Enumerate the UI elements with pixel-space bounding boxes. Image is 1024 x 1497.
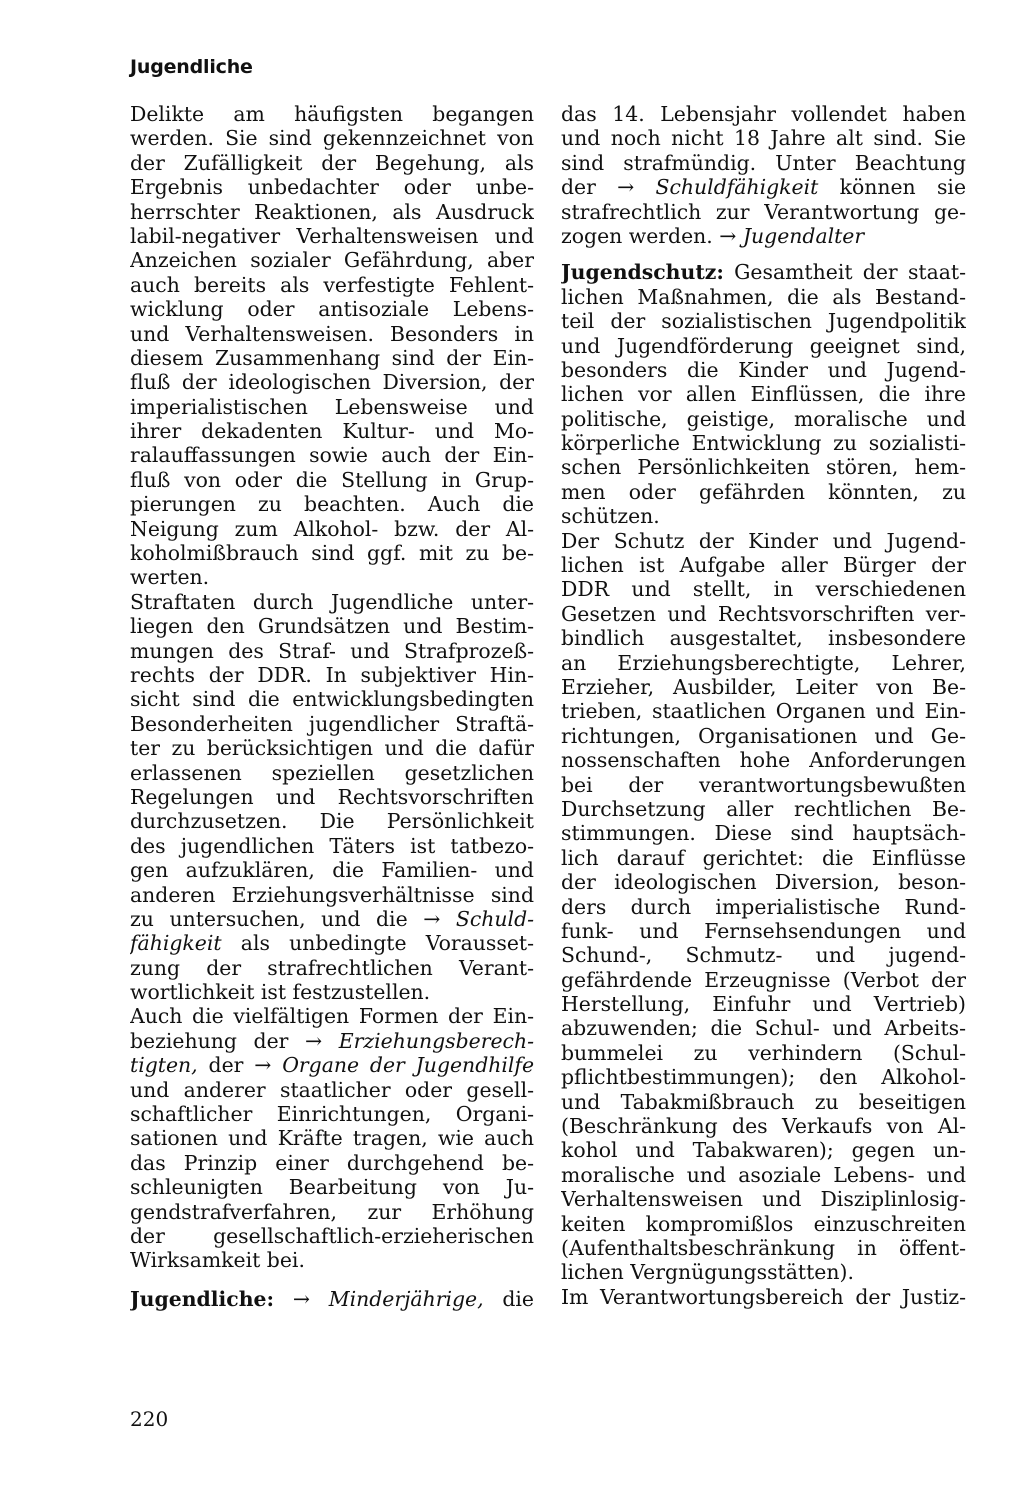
text-line: Schund-, Schmutz- und jugend- xyxy=(561,943,966,968)
text-line: ralauffassungen sowie auch der Ein- xyxy=(130,443,534,468)
text-fragment: zogen werden. xyxy=(561,223,713,248)
entry-term: Jugendliche: xyxy=(130,1286,275,1311)
text-line: besonders die Kinder und Jugend- xyxy=(561,357,966,382)
text-line: strafrechtlich zur Verantwortung ge- xyxy=(561,199,966,224)
text-line: rechts der DDR. In subjektiver Hin- xyxy=(130,662,534,687)
text-line: gendstrafverfahren, zur Erhöhung xyxy=(130,1199,534,1224)
text-line: lichen Maßnahmen, die als Bestand- xyxy=(561,284,966,309)
text-fragment: der xyxy=(561,175,596,200)
text-line: Straftaten durch Jugendliche unter- xyxy=(130,589,534,614)
text-line: sind strafmündig. Unter Beachtung xyxy=(561,150,966,175)
text-line: sationen und Kräfte tragen, wie auch xyxy=(130,1126,534,1151)
cross-ref-link[interactable]: Jugendalter xyxy=(742,223,865,248)
text-line: nossenschaften hohe Anforderungen xyxy=(561,748,966,773)
cross-ref-link[interactable]: Organe der Jugendhilfe xyxy=(282,1053,534,1078)
text-line: stimmungen. Diese sind hauptsäch- xyxy=(561,821,966,846)
text-fragment: der xyxy=(208,1053,244,1078)
text-line: moralische und asoziale Lebens- und xyxy=(561,1162,966,1187)
text-line: Der Schutz der Kinder und Jugend- xyxy=(561,528,966,553)
text-line: an Erziehungsberechtigte, Lehrer, xyxy=(561,650,966,675)
text-line: politische, geistige, moralische und xyxy=(561,406,966,431)
text-line: bei der verantwortungsbewußten xyxy=(561,772,966,797)
text-line: und Jugendförderung geeignet sind, xyxy=(561,333,966,358)
text-line-with-link xyxy=(130,1053,534,1077)
text-line: der gesellschaftlich-erzieherischen xyxy=(130,1223,534,1248)
text-line: schützen. xyxy=(561,504,660,529)
text-line: pflichtbestimmungen); den Alkohol- xyxy=(561,1065,966,1090)
text-line: richtungen, Organisationen und Ge- xyxy=(561,723,966,748)
text-line: (Beschränkung des Verkaufs von Al- xyxy=(561,1114,966,1139)
text-line: Regelungen und Rechtsvorschriften xyxy=(130,784,534,809)
text-line-with-link xyxy=(130,1029,534,1053)
text-line: wicklung oder antisoziale Lebens- xyxy=(130,297,534,322)
text-line: Wirksamkeit bei. xyxy=(130,1248,305,1273)
text-line: das Prinzip einer durchgehend be- xyxy=(130,1150,534,1175)
text-line-with-link xyxy=(561,175,966,199)
text-line: labil-negativer Verhaltensweisen und xyxy=(130,223,534,248)
text-fragment: die xyxy=(502,1286,534,1311)
text-line: erlassenen speziellen gesetzlichen xyxy=(130,760,534,785)
text-line: schen Persönlichkeiten stören, hem- xyxy=(561,455,966,480)
text-line: gen aufzuklären, die Familien- und xyxy=(130,858,534,883)
text-line: wortlichkeit ist festzustellen. xyxy=(130,980,431,1005)
cross-ref-link[interactable]: fähigkeit xyxy=(130,931,222,956)
text-line: trieben, staatlichen Organen und Ein- xyxy=(561,699,966,724)
text-line: zung der strafrechtlichen Verant- xyxy=(130,955,534,980)
text-line: funk- und Fernsehsendungen und xyxy=(561,918,966,943)
text-line: schleunigten Bearbeitung von Ju- xyxy=(130,1175,534,1200)
cross-ref-link[interactable]: Schuld- xyxy=(455,906,534,931)
text-line: Verhaltensweisen und Disziplinlosig- xyxy=(561,1187,966,1212)
text-line: koholmißbrauch sind ggf. mit zu be- xyxy=(130,541,534,566)
cross-ref-arrow: → xyxy=(292,1286,310,1311)
text-line: und Tabakmißbrauch zu beseitigen xyxy=(561,1089,966,1114)
text-line: des jugendlichen Täters ist tatbezo- xyxy=(130,833,534,858)
text-line: Herstellung, Einfuhr und Vertrieb) xyxy=(561,992,966,1017)
entry-heading-line xyxy=(130,1287,534,1311)
text-line: men oder gefährden könnten, zu xyxy=(561,479,966,504)
text-line: Erzieher, Ausbilder, Leiter von Be- xyxy=(561,674,966,699)
text-line: ter zu berücksichtigen und die dafür xyxy=(130,736,534,761)
text-line-with-link xyxy=(561,224,966,248)
text-line: bummelei zu verhindern (Schul- xyxy=(561,1040,966,1065)
text-line: Ergebnis unbedachter oder unbe- xyxy=(130,175,534,200)
cross-ref-link[interactable]: tigten, xyxy=(130,1053,198,1078)
text-line: liegen den Grundsätzen und Bestim- xyxy=(130,614,534,639)
text-line: durchzusetzen. Die Persönlichkeit xyxy=(130,809,534,834)
text-line: Delikte am häufigsten begangen xyxy=(130,102,534,126)
right-column xyxy=(561,102,966,1309)
text-line: Besonderheiten jugendlicher Straftä- xyxy=(130,711,534,736)
text-line: teil der sozialistischen Jugendpolitik xyxy=(561,309,966,334)
text-line: ders durch imperialistische Rund- xyxy=(561,894,966,919)
text-line: körperliche Entwicklung zu sozialisti- xyxy=(561,431,966,456)
text-line: auch bereits als verfestigte Fehlent- xyxy=(130,272,534,297)
cross-ref-arrow: → xyxy=(719,223,737,248)
text-line: Anzeichen sozialer Gefährdung, aber xyxy=(130,248,534,273)
text-line: abzuwenden; die Schul- und Arbeits- xyxy=(561,1016,966,1041)
left-column xyxy=(130,102,534,1311)
entry-term: Jugendschutz: xyxy=(561,260,724,285)
text-line: fluß der ideologischen Diversion, der xyxy=(130,370,534,395)
text-fragment: beziehung der xyxy=(130,1028,289,1053)
text-line: und noch nicht 18 Jahre alt sind. Sie xyxy=(561,126,966,151)
text-line: werden. Sie sind gekennzeichnet von xyxy=(130,126,534,151)
text-line: und Verhaltensweisen. Besonders in xyxy=(130,321,534,346)
text-line: werten. xyxy=(130,565,210,590)
text-line: Durchsetzung aller rechtlichen Be- xyxy=(561,796,966,821)
cross-ref-arrow: → xyxy=(423,906,441,931)
text-line: lichen Vergnügungsstätten). xyxy=(561,1260,854,1285)
cross-ref-arrow: → xyxy=(617,175,635,200)
text-fragment: können sie xyxy=(839,175,966,200)
text-line: anderen Erziehungsverhältnisse sind xyxy=(130,882,534,907)
text-line: herrschter Reaktionen, als Ausdruck xyxy=(130,199,534,224)
text-line: lich darauf gerichtet: die Einflüsse xyxy=(561,845,966,870)
text-line: Gesetzen und Rechtsvorschriften ver- xyxy=(561,601,966,626)
text-line: fluß von oder die Stellung in Grup- xyxy=(130,467,534,492)
text-line: gefährdende Erzeugnisse (Verbot der xyxy=(561,967,966,992)
text-line: DDR und stellt, in verschiedenen xyxy=(561,577,966,602)
text-line: und anderer staatlicher oder gesell- xyxy=(130,1077,534,1102)
text-fragment: als unbedingte Vorausset- xyxy=(240,931,534,956)
text-line: (Aufenthaltsbeschränkung in öffent- xyxy=(561,1235,966,1260)
text-line: Im Verantwortungsbereich der Justiz- xyxy=(561,1284,966,1309)
text-line-with-link xyxy=(130,907,534,931)
text-line: der Zufälligkeit der Begehung, als xyxy=(130,150,534,175)
text-line: kohol und Tabakwaren); gegen un- xyxy=(561,1138,966,1163)
text-fragment: Gesamtheit der staat- xyxy=(734,260,966,285)
text-line: bindlich ausgestaltet, insbesondere xyxy=(561,626,966,651)
text-line: mungen des Straf- und Strafprozeß- xyxy=(130,638,534,663)
text-line: der ideologischen Diversion, beson- xyxy=(561,870,966,895)
running-head: Jugendliche xyxy=(130,56,253,78)
text-line: keiten kompromißlos einzuschreiten xyxy=(561,1211,966,1236)
text-line: lichen ist Aufgabe aller Bürger der xyxy=(561,553,966,578)
text-line: diesem Zusammenhang sind der Ein- xyxy=(130,345,534,370)
cross-ref-arrow: → xyxy=(305,1028,323,1053)
text-line-with-link xyxy=(130,931,534,955)
cross-ref-arrow: → xyxy=(254,1053,272,1078)
text-line: imperialistischen Lebensweise und xyxy=(130,394,534,419)
cross-ref-link[interactable]: Schuldfähigkeit xyxy=(655,175,819,200)
cross-ref-link[interactable]: Minderjährige, xyxy=(328,1286,484,1311)
text-fragment: zu untersuchen, und die xyxy=(130,906,408,931)
text-line: Auch die vielfältigen Formen der Ein- xyxy=(130,1004,534,1029)
text-line: lichen vor allen Einflüssen, die ihre xyxy=(561,382,966,407)
text-line: schaftlicher Einrichtungen, Organi- xyxy=(130,1102,534,1127)
text-line: pierungen zu beachten. Auch die xyxy=(130,492,534,517)
page-number: 220 xyxy=(130,1407,169,1431)
text-line: sicht sind die entwicklungsbedingten xyxy=(130,687,534,712)
text-line: ihrer dekadenten Kultur- und Mo- xyxy=(130,419,534,444)
text-line: Neigung zum Alkohol- bzw. der Al- xyxy=(130,516,534,541)
entry-heading-line xyxy=(561,260,966,284)
cross-ref-link[interactable]: Erziehungsberech- xyxy=(338,1028,534,1053)
text-line: das 14. Lebensjahr vollendet haben xyxy=(561,102,966,126)
